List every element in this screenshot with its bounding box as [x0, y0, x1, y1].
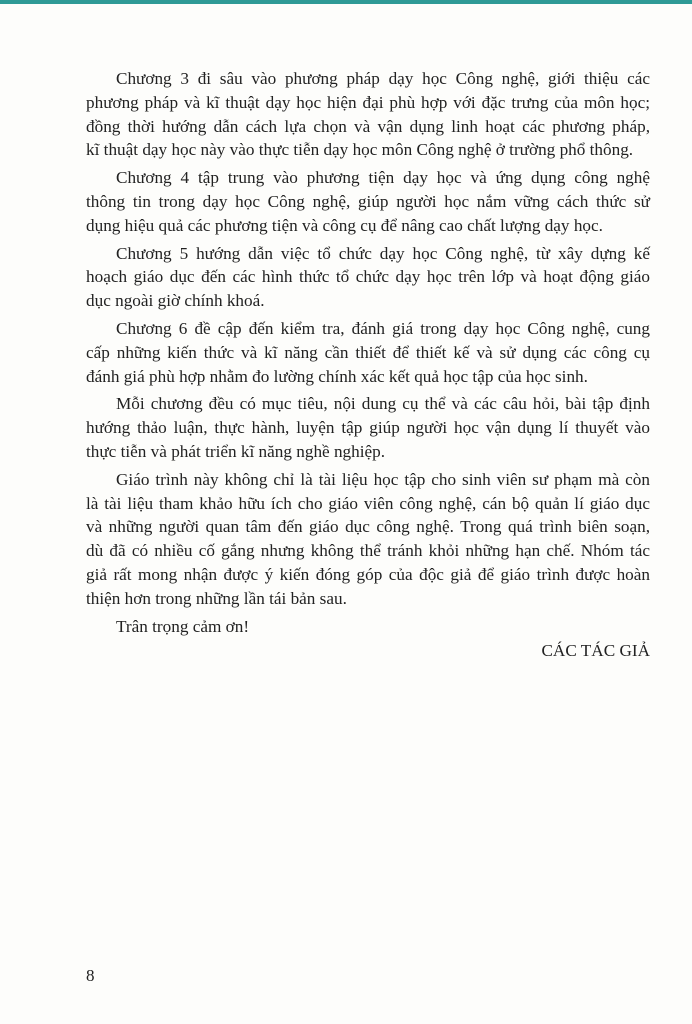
text-line: Chương 6 đề cập đến kiểm tra, đánh giá trong dạy học Công nghệ, cung	[116, 318, 650, 338]
text-line: dục ngoài giờ chính khoá.	[86, 291, 265, 311]
text-line: Giáo trình này không chỉ là tài liệu học tập cho sinh viên sư phạm mà còn	[116, 469, 650, 489]
text-line: và những người quan tâm đến giáo dục công nghệ. Trong quá trình biên soạn,	[86, 517, 650, 537]
text-line: cấp những kiến thức và kĩ năng cần thiết để thiết kế và sử dụng các công cụ	[86, 342, 650, 362]
text-line: hướng thảo luận, thực hành, luyện tập giúp người học vận dụng lí thuyết vào	[86, 418, 650, 438]
text-line: đồng thời hướng dẫn cách lựa chọn và vận dụng linh hoạt các phương pháp,	[86, 116, 650, 136]
paragraph	[86, 392, 650, 463]
text-line: Mỗi chương đều có mục tiêu, nội dung cụ thể và các câu hỏi, bài tập định	[116, 394, 650, 414]
text-line: phương pháp và kĩ thuật dạy học hiện đại phù hợp với đặc trưng của môn học;	[86, 92, 650, 112]
paragraph	[86, 67, 650, 162]
top-color-strip	[0, 0, 692, 4]
text-line: kĩ thuật dạy học này vào thực tiễn dạy học môn Công nghệ ở trường phổ thông.	[86, 140, 634, 160]
paragraph	[86, 166, 650, 237]
text-line: là tài liệu tham khảo hữu ích cho giáo viên công nghệ, cán bộ quản lí giáo dục	[86, 493, 650, 513]
text-line: thực tiễn và phát triển kĩ năng nghề nghiệp.	[86, 441, 386, 461]
text-line: Chương 3 đi sâu vào phương pháp dạy học Công nghệ, giới thiệu các	[116, 69, 650, 88]
text-line: hoạch giáo dục đến các hình thức tổ chức dạy học trên lớp và hoạt động giáo	[86, 267, 650, 287]
text-line: Chương 5 hướng dẫn việc tổ chức dạy học Công nghệ, từ xây dựng kế	[116, 243, 650, 263]
text-line: thiện hơn trong những lần tái bản sau.	[86, 588, 347, 608]
text-line: dụng hiệu quả các phương tiện và công cụ để nâng cao chất lượng dạy học.	[86, 215, 603, 235]
paragraph	[86, 317, 650, 388]
preface-body	[86, 67, 650, 663]
authors-signature: CÁC TÁC GIẢ	[541, 640, 650, 660]
paragraph	[86, 242, 650, 313]
text-line: Chương 4 tập trung vào phương tiện dạy học và ứng dụng công nghệ	[116, 168, 650, 188]
text-line: giả rất mong nhận được ý kiến đóng góp của độc giả để giáo trình được hoàn	[86, 564, 650, 584]
text-line: dù đã có nhiều cố gắng nhưng không thể tránh khỏi những hạn chế. Nhóm tác	[86, 541, 650, 561]
page-number: 8	[86, 966, 95, 985]
closing-text: Trân trọng cảm ơn!	[116, 616, 250, 636]
paragraph	[86, 468, 650, 611]
text-line: thông tin trong dạy học Công nghệ, giúp người học nắm vững cách thức sử	[86, 191, 650, 211]
text-line: đánh giá phù hợp nhằm đo lường chính xác kết quả học tập của học sinh.	[86, 366, 588, 386]
